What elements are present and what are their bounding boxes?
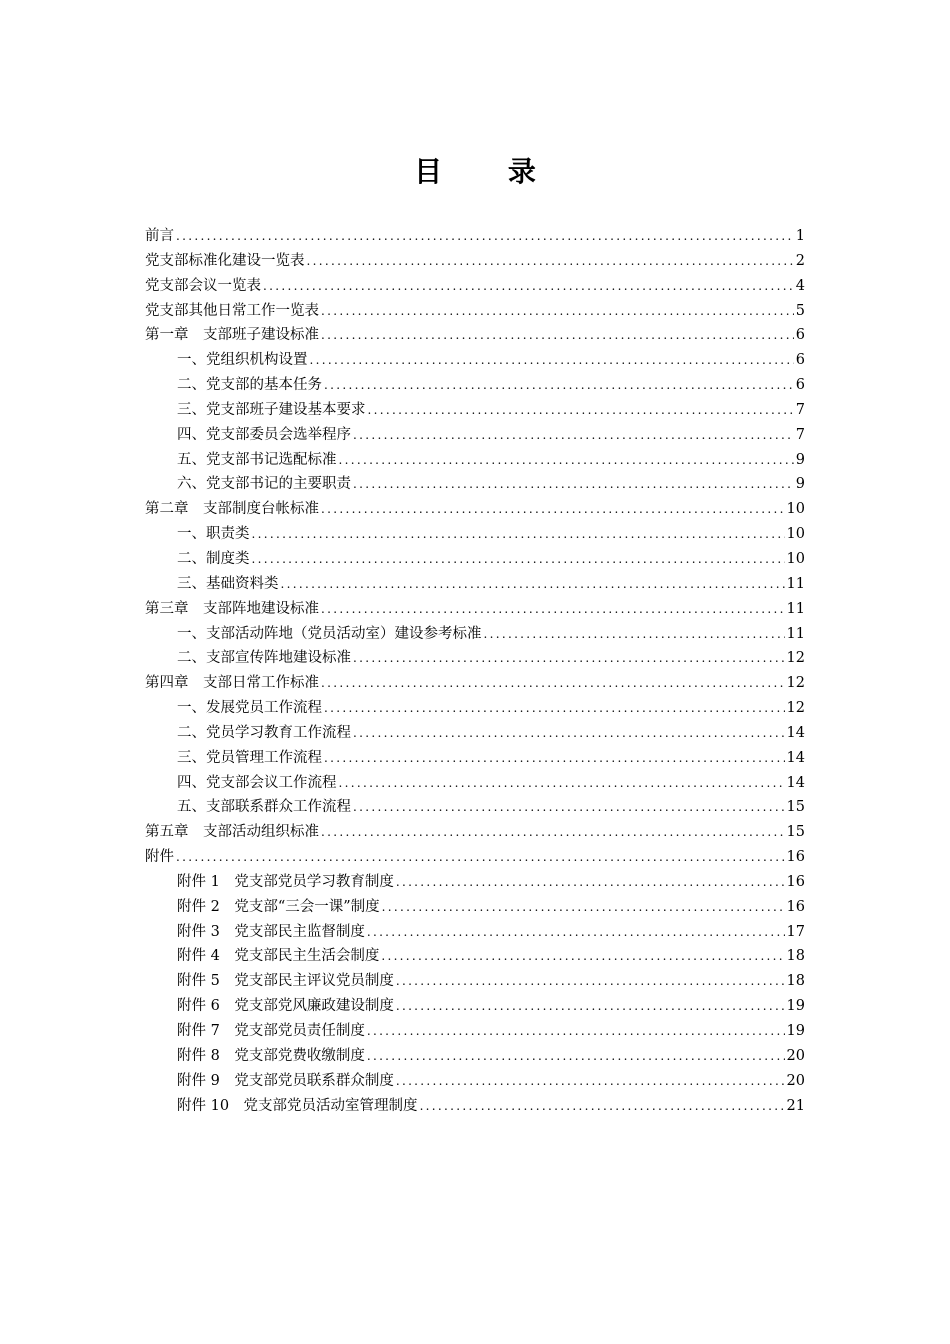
toc-entry[interactable] bbox=[145, 771, 805, 796]
toc-entry-label: 第五章 支部活动组织标准 bbox=[145, 824, 319, 841]
toc-entry[interactable] bbox=[145, 994, 805, 1019]
toc-entry-page-number: 9 bbox=[795, 451, 805, 468]
toc-entry-label: 党支部其他日常工作一览表 bbox=[145, 302, 319, 319]
toc-leader-dots bbox=[321, 602, 785, 616]
toc-leader-dots bbox=[353, 477, 794, 491]
toc-entry-label: 四、党支部会议工作流程 bbox=[177, 774, 337, 791]
toc-entry-page-number: 6 bbox=[795, 352, 805, 369]
toc-leader-dots bbox=[176, 229, 794, 243]
toc-entry-page-number: 9 bbox=[795, 476, 805, 493]
toc-leader-dots bbox=[321, 304, 794, 318]
toc-entry[interactable] bbox=[145, 895, 805, 920]
toc-entry[interactable] bbox=[145, 547, 805, 572]
toc-entry[interactable] bbox=[145, 696, 805, 721]
toc-leader-dots bbox=[367, 925, 785, 939]
toc-entry-page-number: 5 bbox=[795, 302, 805, 319]
toc-entry-label: 附件 9 党支部党员联系群众制度 bbox=[177, 1072, 394, 1089]
toc-entry[interactable] bbox=[145, 1094, 805, 1119]
toc-leader-dots bbox=[321, 502, 785, 516]
toc-entry-page-number: 18 bbox=[786, 948, 805, 965]
toc-entry[interactable] bbox=[145, 969, 805, 994]
toc-leader-dots bbox=[420, 1099, 785, 1113]
toc-leader-dots bbox=[176, 850, 785, 864]
toc-entry-page-number: 12 bbox=[786, 700, 805, 717]
toc-entry[interactable] bbox=[145, 845, 805, 870]
toc-entry-label: 前言 bbox=[145, 228, 174, 244]
toc-entry[interactable] bbox=[145, 597, 805, 622]
toc-leader-dots bbox=[321, 825, 785, 839]
toc-entry-page-number: 4 bbox=[795, 277, 805, 294]
toc-leader-dots bbox=[324, 378, 794, 392]
toc-entry-label: 附件 1 党支部党员学习教育制度 bbox=[177, 873, 394, 890]
toc-entry-label: 一、支部活动阵地（党员活动室）建设参考标准 bbox=[177, 625, 482, 642]
toc-entry[interactable] bbox=[145, 870, 805, 895]
toc-leader-dots bbox=[321, 676, 785, 690]
toc-entry-label: 附件 7 党支部党员责任制度 bbox=[177, 1023, 365, 1039]
toc-entry[interactable] bbox=[145, 249, 805, 274]
toc-entry[interactable] bbox=[145, 398, 805, 423]
toc-entry-label: 第四章 支部日常工作标准 bbox=[145, 675, 319, 692]
toc-entry[interactable] bbox=[145, 299, 805, 324]
toc-entry-label: 五、党支部书记选配标准 bbox=[177, 451, 337, 468]
toc-leader-dots bbox=[367, 1024, 785, 1038]
toc-entry-page-number: 11 bbox=[786, 600, 805, 617]
toc-entry-page-number: 2 bbox=[795, 252, 805, 269]
toc-entry[interactable] bbox=[145, 746, 805, 771]
toc-entry-label: 第一章 支部班子建设标准 bbox=[145, 327, 319, 344]
toc-entry-label: 二、党支部的基本任务 bbox=[177, 377, 322, 394]
toc-entry[interactable] bbox=[145, 423, 805, 448]
toc-entry[interactable] bbox=[145, 472, 805, 497]
toc-entry-page-number: 11 bbox=[786, 575, 805, 592]
toc-leader-dots bbox=[396, 999, 785, 1013]
toc-entry-label: 附件 2 党支部“三会一课”制度 bbox=[177, 898, 380, 915]
toc-leader-dots bbox=[396, 974, 785, 988]
toc-entry-page-number: 10 bbox=[786, 526, 805, 543]
toc-entry-page-number: 14 bbox=[786, 749, 805, 766]
toc-entry-label: 附件 8 党支部党费收缴制度 bbox=[177, 1047, 365, 1064]
toc-entry-page-number: 16 bbox=[786, 873, 805, 890]
toc-entry-label: 二、支部宣传阵地建设标准 bbox=[177, 650, 351, 667]
toc-entry[interactable] bbox=[145, 1044, 805, 1069]
toc-entry-page-number: 12 bbox=[786, 650, 805, 667]
toc-leader-dots bbox=[382, 900, 785, 914]
toc-entry-label: 党支部会议一览表 bbox=[145, 277, 261, 294]
toc-entry-label: 五、支部联系群众工作流程 bbox=[177, 799, 351, 816]
toc-entry-label: 一、职责类 bbox=[177, 526, 250, 543]
toc-entry-page-number: 14 bbox=[786, 724, 805, 741]
toc-entry[interactable] bbox=[145, 522, 805, 547]
toc-entry-label: 第三章 支部阵地建设标准 bbox=[145, 600, 319, 617]
toc-entry[interactable] bbox=[145, 373, 805, 398]
toc-entry-label: 三、基础资料类 bbox=[177, 575, 279, 592]
toc-entry-label: 附件 3 党支部民主监督制度 bbox=[177, 923, 365, 940]
toc-entry[interactable] bbox=[145, 622, 805, 647]
toc-leader-dots bbox=[367, 1049, 785, 1063]
toc-leader-dots bbox=[252, 527, 785, 541]
toc-entry-label: 二、制度类 bbox=[177, 550, 250, 567]
toc-leader-dots bbox=[307, 254, 794, 268]
toc-entry-page-number: 20 bbox=[786, 1047, 805, 1064]
toc-leader-dots bbox=[324, 701, 785, 715]
toc-leader-dots bbox=[381, 949, 784, 963]
toc-entry-page-number: 18 bbox=[786, 973, 805, 990]
toc-entry-page-number: 1 bbox=[795, 228, 805, 244]
toc-leader-dots bbox=[396, 875, 785, 889]
toc-entry-label: 附件 bbox=[145, 849, 174, 866]
toc-leader-dots bbox=[353, 651, 785, 665]
toc-entry[interactable] bbox=[145, 224, 805, 249]
toc-entry-page-number: 7 bbox=[795, 426, 805, 443]
toc-entry-label: 第二章 支部制度台帐标准 bbox=[145, 501, 319, 518]
toc-title: 目 录 bbox=[414, 155, 564, 188]
toc-entry-label: 一、党组织机构设置 bbox=[177, 352, 308, 369]
toc-leader-dots bbox=[396, 1074, 785, 1088]
toc-entry-page-number: 19 bbox=[786, 998, 805, 1015]
toc-leader-dots bbox=[484, 627, 785, 641]
toc-entry-page-number: 12 bbox=[786, 675, 805, 692]
toc-entry[interactable] bbox=[145, 646, 805, 671]
toc-entry[interactable] bbox=[145, 920, 805, 945]
toc-entry[interactable] bbox=[145, 1019, 805, 1044]
toc-entry-page-number: 16 bbox=[786, 849, 805, 866]
toc-leader-dots bbox=[339, 776, 785, 790]
toc-entry-page-number: 6 bbox=[795, 377, 805, 394]
toc-leader-dots bbox=[281, 577, 785, 591]
toc-entry-page-number: 19 bbox=[786, 1023, 805, 1039]
toc-entry[interactable] bbox=[145, 323, 805, 348]
toc-leader-dots bbox=[324, 751, 785, 765]
toc-entry-label: 附件 4 党支部民主生活会制度 bbox=[177, 948, 380, 965]
toc-entry[interactable] bbox=[145, 671, 805, 696]
toc-entry-label: 四、党支部委员会选举程序 bbox=[177, 426, 351, 443]
toc-entry[interactable] bbox=[145, 795, 805, 820]
toc-leader-dots bbox=[353, 726, 785, 740]
toc-entry-label: 附件 6 党支部党风廉政建设制度 bbox=[177, 998, 394, 1015]
toc-entry-label: 三、党员管理工作流程 bbox=[177, 749, 322, 766]
toc-leader-dots bbox=[321, 328, 794, 342]
toc-entry[interactable] bbox=[145, 448, 805, 473]
toc-entry[interactable] bbox=[145, 721, 805, 746]
toc-entry[interactable] bbox=[145, 820, 805, 845]
toc-entry-page-number: 10 bbox=[786, 550, 805, 567]
toc-leader-dots bbox=[263, 279, 794, 293]
toc-entry[interactable] bbox=[145, 497, 805, 522]
toc-leader-dots bbox=[310, 353, 794, 367]
toc-entry-label: 二、党员学习教育工作流程 bbox=[177, 724, 351, 741]
toc-list bbox=[145, 224, 805, 1118]
toc-entry[interactable] bbox=[145, 1069, 805, 1094]
toc-entry-page-number: 21 bbox=[786, 1097, 805, 1114]
toc-entry-label: 附件 10 党支部党员活动室管理制度 bbox=[177, 1097, 418, 1114]
toc-leader-dots bbox=[252, 552, 785, 566]
toc-entry-label: 附件 5 党支部民主评议党员制度 bbox=[177, 973, 394, 990]
toc-entry-page-number: 15 bbox=[786, 799, 805, 816]
toc-leader-dots bbox=[353, 428, 794, 442]
toc-entry-page-number: 17 bbox=[786, 923, 805, 940]
toc-entry-page-number: 11 bbox=[786, 625, 805, 642]
toc-leader-dots bbox=[339, 453, 794, 467]
toc-leader-dots bbox=[353, 800, 785, 814]
toc-entry-page-number: 14 bbox=[786, 774, 805, 791]
toc-entry[interactable] bbox=[145, 944, 805, 969]
toc-entry-page-number: 10 bbox=[786, 501, 805, 518]
toc-entry[interactable] bbox=[145, 348, 805, 373]
toc-entry-page-number: 6 bbox=[795, 327, 805, 344]
toc-entry-label: 一、发展党员工作流程 bbox=[177, 700, 322, 717]
toc-entry-label: 三、党支部班子建设基本要求 bbox=[177, 401, 366, 418]
toc-entry[interactable] bbox=[145, 572, 805, 597]
toc-entry-page-number: 7 bbox=[795, 401, 805, 418]
toc-leader-dots bbox=[368, 403, 794, 417]
toc-entry[interactable] bbox=[145, 274, 805, 299]
toc-entry-page-number: 16 bbox=[786, 898, 805, 915]
toc-entry-label: 六、党支部书记的主要职责 bbox=[177, 476, 351, 493]
toc-entry-label: 党支部标准化建设一览表 bbox=[145, 252, 305, 269]
toc-entry-page-number: 20 bbox=[786, 1072, 805, 1089]
toc-entry-page-number: 15 bbox=[786, 824, 805, 841]
